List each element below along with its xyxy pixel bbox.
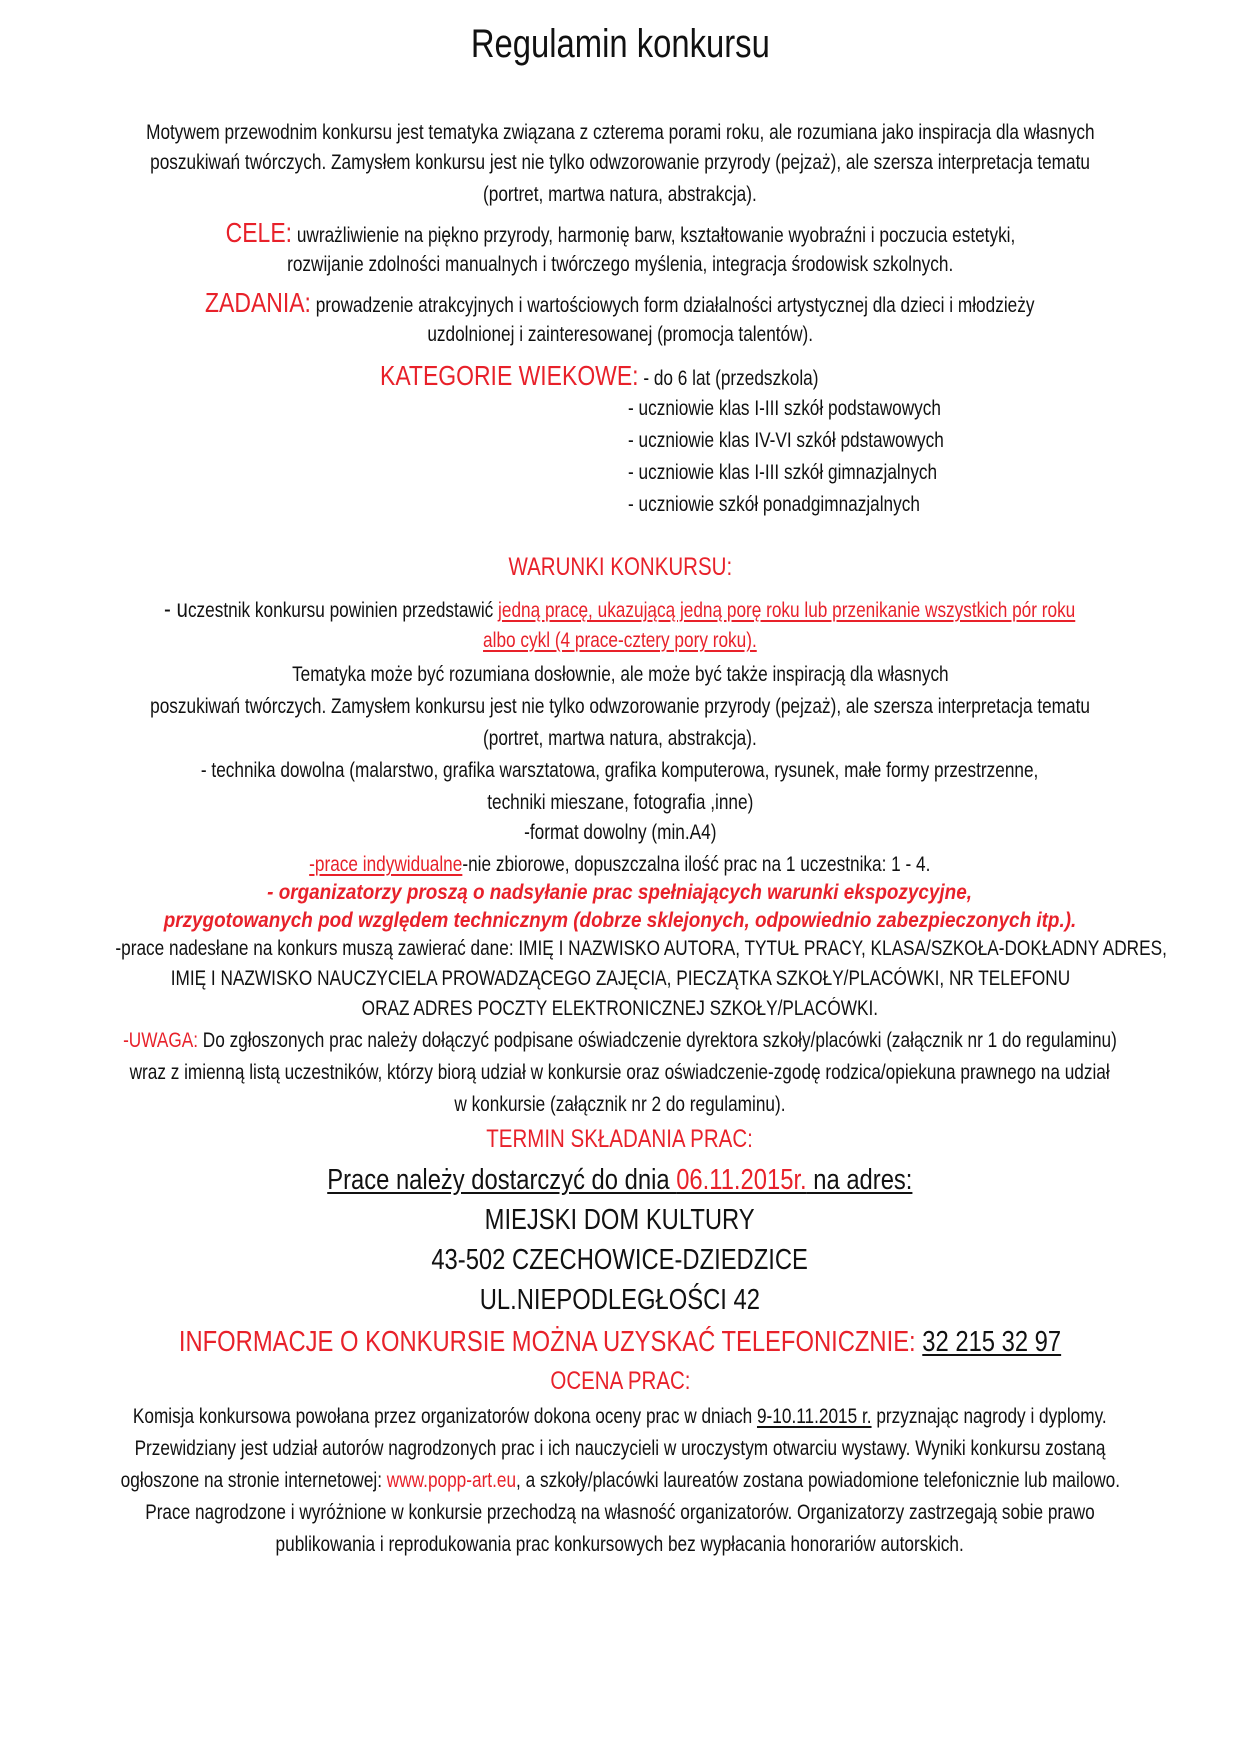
warunki-heading: WARUNKI KONKURSU: [508, 553, 732, 581]
kategorie-label: KATEGORIE WIEKOWE: [380, 360, 639, 391]
warunki-line-9: -prace indywidualne-nie zbiorowe, dopuszczalna ilość prac na 1 uczestnika: 1 - 4. [309, 853, 931, 876]
ocena-line-3: ogłoszone na stronie internetowej: www.popp-art.eu, a szkoły/placówki laureatów zostana powiadomione telefonicznie lub mailowo. [120, 1469, 1120, 1492]
cele-label: CELE: [225, 217, 292, 248]
warunki-line-4: poszukiwań twórczych. Zamysłem konkursu jest nie tylko odwzorowanie przyrody (pejzaż), ale szersza interpretacja tematu [150, 695, 1090, 718]
age-category-item: - uczniowie klas I-III szkół podstawowych [628, 397, 941, 420]
ocena-line-1: Komisja konkursowa powołana przez organizatorów dokona oceny prac w dniach 9-10.11.2015 r. przyznając nagrody i dyplomy. [133, 1405, 1107, 1428]
warunki-line-15: -UWAGA: Do zgłoszonych prac należy dołączyć podpisane oświadczenie dyrektora szkoły/placówki (załącznik nr 1 do regulaminu) [123, 1029, 1117, 1052]
phone-info-line: INFORMACJE O KONKURSIE MOŻNA UZYSKAĆ TELEFONICZNIE: 32 215 32 97 [178, 1326, 1062, 1358]
warunki-line-12: -prace nadesłane na konkurs muszą zawierać dane: IMIĘ I NAZWISKO AUTORA, TYTUŁ PRACY, KLASA/SZKOŁA-DOKŁADNY ADRES, [115, 937, 1167, 960]
zadania-line-1: ZADANIA: prowadzenie atrakcyjnych i wartościowych form działalności artystycznej dla dzieci i młodzieży [205, 287, 1035, 318]
warunki-line-1: - uczestnik konkursu powinien przedstawić jedną pracę, ukazującą jedną porę roku lub przenikanie wszystkich pór roku [164, 595, 1076, 623]
warunki-line-7: techniki mieszane, fotografia ,inne) [486, 791, 754, 814]
page-title: Regulamin konkursu [470, 22, 770, 66]
warunki-line-13: IMIĘ I NAZWISKO NAUCZYCIELA PROWADZĄCEGO ZAJĘCIA, PIECZĄTKA SZKOŁY/PLACÓWKI, NR TELEFONU [170, 967, 1070, 990]
warunki-line-5: (portret, martwa natura, abstrakcja). [483, 727, 757, 750]
phone-number: 32 215 32 97 [922, 1326, 1062, 1358]
address-line-1: MIEJSKI DOM KULTURY [484, 1204, 755, 1236]
address-line-3: UL.NIEPODLEGŁOŚCI 42 [479, 1284, 761, 1316]
deadline-date: 06.11.2015r. [676, 1164, 807, 1196]
warunki-line-6: - technika dowolna (malarstwo, grafika warsztatowa, grafika komputerowa, rysunek, małe formy przestrzenne, [201, 759, 1039, 782]
age-category-item: - uczniowie klas IV-VI szkół pdstawowych [628, 429, 944, 452]
termin-heading: TERMIN SKŁADANIA PRAC: [486, 1125, 754, 1153]
ocena-line-2: Przewidziany jest udział autorów nagrodzonych prac i ich nauczycieli w uroczystym otwarciu wystawy. Wyniki konkursu zostaną [134, 1437, 1106, 1460]
intro-line-2: poszukiwań twórczych. Zamysłem konkursu jest nie tylko odwzorowanie przyrody (pejzaż), ale szersza interpretacja tematu [150, 151, 1090, 174]
address-line-2: 43-502 CZECHOWICE-DZIEDZICE [431, 1244, 809, 1276]
kategorie-line-1: KATEGORIE WIEKOWE: - do 6 lat (przedszkola) [380, 360, 819, 391]
cele-line-2: rozwijanie zdolności manualnych i twórczego myślenia, integracja środowisk szkolnych. [286, 253, 954, 276]
cele-line-1: CELE: uwrażliwienie na piękno przyrody, harmonię barw, kształtowanie wyobraźni i poczucia estetyki, [225, 217, 1015, 248]
warunki-line-3: Tematyka może być rozumiana dosłownie, ale może być także inspiracją dla własnych [291, 663, 949, 686]
ocena-line-4: Prace nagrodzone i wyróżnione w konkursie przechodzą na własność organizatorów. Organizatorzy zastrzegają sobie prawo [145, 1501, 1095, 1524]
warunki-line-11: przygotowanych pod względem technicznym (dobrze sklejonych, odpowiednio zabezpieczonych itp.). [163, 909, 1077, 932]
intro-line-3: (portret, martwa natura, abstrakcja). [483, 183, 757, 206]
evaluation-date: 9-10.11.2015 r. [757, 1405, 872, 1428]
warunki-line-17: w konkursie (załącznik nr 2 do regulaminu). [454, 1093, 786, 1116]
requirement-highlight: jedną pracę, ukazującą jedną porę roku lub przenikanie wszystkich pór roku [498, 599, 1076, 622]
zadania-label: ZADANIA: [205, 287, 312, 318]
zadania-line-2: uzdolnionej i zainteresowanej (promocja talentów). [427, 323, 813, 346]
warunki-line-2: albo cykl (4 prace-cztery pory roku). [483, 629, 757, 652]
ocena-line-5: publikowania i reprodukowania prac konkursowych bez wypłacania honorariów autorskich. [275, 1533, 965, 1556]
deadline-line: Prace należy dostarczyć do dnia 06.11.2015r. na adres: [327, 1164, 913, 1196]
warunki-line-14: ORAZ ADRES POCZTY ELEKTRONICZNEJ SZKOŁY/PLACÓWKI. [361, 997, 879, 1020]
ocena-heading: OCENA PRAC: [549, 1367, 691, 1395]
warunki-line-16: wraz z imienną listą uczestników, którzy biorą udział w konkursie oraz oświadczenie-zgodę rodzica/opiekuna prawnego na udział [129, 1061, 1111, 1084]
intro-line-1: Motywem przewodnim konkursu jest tematyka związana z czterema porami roku, ale rozumiana jako inspiracja dla własnych [145, 121, 1095, 144]
age-category-item: - uczniowie klas I-III szkół gimnazjalnych [628, 461, 938, 484]
website-link[interactable]: www.popp-art.eu [386, 1469, 516, 1492]
age-category-item: - uczniowie szkół ponadgimnazjalnych [628, 493, 920, 516]
warunki-line-8: -format dowolny (min.A4) [523, 821, 717, 844]
warunki-line-10: - organizatorzy proszą o nadsyłanie prac spełniających warunki ekspozycyjne, [267, 881, 973, 904]
